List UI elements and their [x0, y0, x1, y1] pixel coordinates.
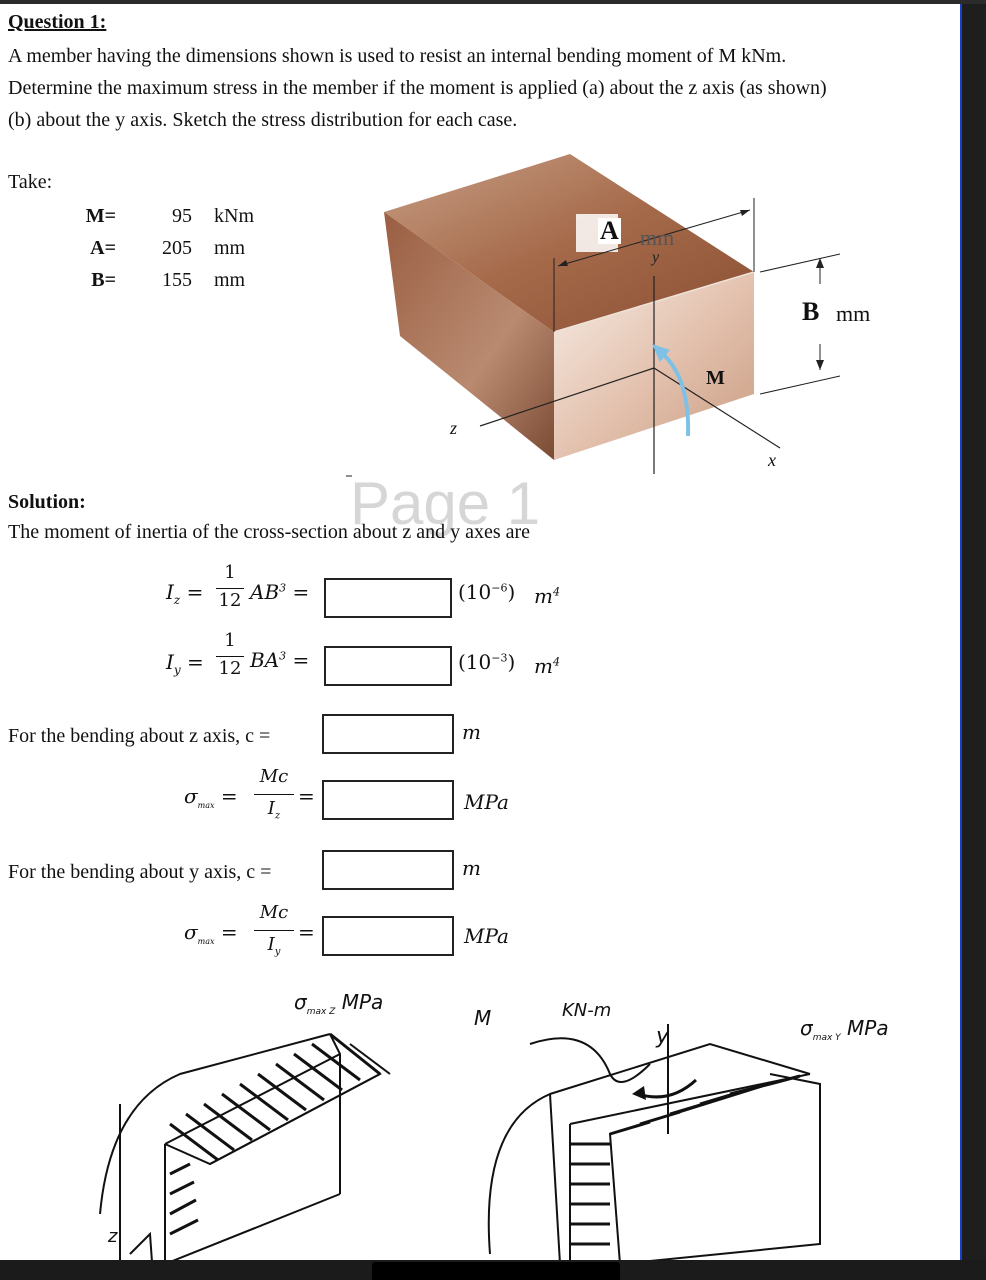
mid-y-label: y	[656, 1024, 670, 1049]
solution-heading: Solution:	[8, 491, 86, 513]
y-num: Mc	[259, 902, 289, 923]
given-value: 155	[162, 268, 192, 291]
iz-factor-exponent: −6	[491, 581, 508, 595]
y-sigma: $\sigma_{max}$ =	[184, 920, 238, 946]
solution-intro: The moment of inertia of the cross-section about z and y axes are	[8, 521, 531, 543]
y-c-answer-field[interactable]	[322, 850, 454, 890]
y-stress-unit: MPa	[464, 924, 509, 948]
iz-answer-field[interactable]	[324, 578, 452, 618]
fraction-bar	[254, 794, 294, 795]
iy-unit-base: m	[534, 654, 553, 678]
label-z: z	[450, 418, 458, 438]
iz-term: $AB^3$ =	[250, 580, 310, 604]
given-row-m	[60, 200, 274, 232]
iz-symbol: I	[166, 580, 174, 604]
given-unit: mm	[214, 236, 246, 259]
left-unit: MPa	[341, 990, 384, 1014]
given-name: M=	[85, 204, 116, 227]
question-line: (b) about the y axis. Sketch the stress distribution for each case.	[8, 109, 518, 131]
iy-term-text: BA	[250, 648, 280, 672]
z-den	[254, 798, 294, 822]
iz-subscript: z	[173, 593, 181, 607]
page-watermark: Page 1	[350, 470, 541, 537]
z-den-subscript: z	[274, 810, 281, 822]
z-bending-text: For the bending about z axis, c =	[8, 725, 271, 747]
iy-term: $BA^3$ =	[250, 648, 310, 672]
question-heading: Question 1:	[8, 11, 107, 33]
label-m: M	[706, 367, 725, 389]
z-sigma-symbol: σ	[184, 784, 198, 808]
mid-moment-label: M	[474, 1006, 492, 1030]
page-edge-blue-line	[960, 4, 962, 1260]
bottom-tab[interactable]	[372, 1262, 620, 1280]
label-b-unit: mm	[836, 301, 871, 326]
z-stress-unit: MPa	[464, 790, 509, 814]
iy-factor: $(10^{-3})$	[458, 650, 516, 674]
iz-unit-exponent: 4	[552, 585, 560, 599]
question-line: Determine the maximum stress in the member if the moment is applied (a) about the z axis (as shown)	[8, 77, 827, 99]
y-sigma-symbol: σ	[184, 920, 198, 944]
iz-lhs: $I_z$ =	[166, 580, 204, 607]
label-a-unit: mm	[640, 225, 675, 250]
y-equals: =	[298, 920, 315, 944]
z-c-answer-field[interactable]	[322, 714, 454, 754]
label-a: A	[600, 216, 619, 245]
given-name: A=	[90, 236, 116, 259]
z-sigma-subscript: max	[197, 801, 215, 810]
y-bending-text: For the bending about y axis, c =	[8, 861, 272, 883]
iy-unit-exponent: 4	[552, 655, 560, 669]
z-stress-answer-field[interactable]	[322, 780, 454, 820]
given-value: 205	[162, 236, 192, 259]
z-equals: =	[298, 784, 315, 808]
y-den	[254, 934, 294, 958]
left-sigma-sub: max Z	[306, 1007, 336, 1017]
mid-unit-label: KN-m	[562, 1000, 612, 1021]
given-row-b	[60, 264, 274, 296]
label-y: y	[652, 249, 660, 266]
iz-term-text: AB	[250, 580, 280, 604]
left-sketch-label	[294, 990, 383, 1017]
label-b: B	[802, 297, 820, 326]
iy-symbol: I	[166, 650, 174, 674]
iy-answer-field[interactable]	[324, 646, 452, 686]
document-page	[0, 4, 962, 1260]
iy-coef-den: 12	[218, 658, 242, 679]
iy-subscript: y	[173, 663, 181, 677]
given-row-a	[60, 232, 274, 264]
fraction-bar	[254, 930, 294, 931]
z-c-unit: m	[462, 720, 481, 744]
given-unit: kNm	[214, 204, 254, 227]
fraction-bar	[216, 656, 244, 657]
given-value: 95	[172, 204, 192, 227]
iy-factor-exponent: −3	[491, 651, 508, 665]
iz-unit	[534, 584, 560, 608]
right-unit: MPa	[847, 1016, 889, 1040]
z-den-symbol: I	[267, 798, 275, 819]
iy-unit	[534, 654, 560, 678]
y-stress-answer-field[interactable]	[322, 916, 454, 956]
fraction-bar	[216, 588, 244, 589]
given-values-table	[60, 200, 274, 296]
iz-coef-num: 1	[224, 562, 236, 583]
question-line: A member having the dimensions shown is used to resist an internal bending moment of M kNm.	[8, 45, 787, 67]
iy-lhs: $I_y$ =	[166, 650, 204, 677]
iz-coef-den: 12	[218, 590, 242, 611]
iz-factor: $(10^{-6})$	[458, 580, 516, 604]
iy-coef-num: 1	[224, 630, 236, 651]
y-sigma-subscript: max	[197, 937, 215, 946]
iy-factor-base: (10	[458, 650, 492, 674]
take-label: Take:	[8, 171, 53, 193]
stress-sketch-right	[470, 1014, 950, 1260]
z-sigma: $\sigma_{max}$ =	[184, 784, 238, 810]
iz-factor-base: (10	[458, 580, 492, 604]
right-sigma-sub: max Y	[812, 1033, 841, 1043]
label-x: x	[768, 450, 776, 470]
left-z-label: z	[108, 1226, 118, 1247]
iz-unit-base: m	[534, 584, 553, 608]
right-sigma: σ	[800, 1016, 813, 1040]
iz-exponent: 3	[279, 581, 287, 595]
y-c-unit: m	[462, 856, 481, 880]
z-num: Mc	[259, 766, 289, 787]
given-unit: mm	[214, 268, 246, 291]
question-text	[8, 40, 962, 136]
stress-sketch-left	[90, 1014, 430, 1260]
given-name: B=	[91, 268, 116, 291]
y-den-subscript: y	[274, 946, 281, 958]
left-sigma: σ	[294, 990, 307, 1014]
iy-exponent: 3	[279, 649, 287, 663]
y-den-symbol: I	[267, 934, 275, 955]
